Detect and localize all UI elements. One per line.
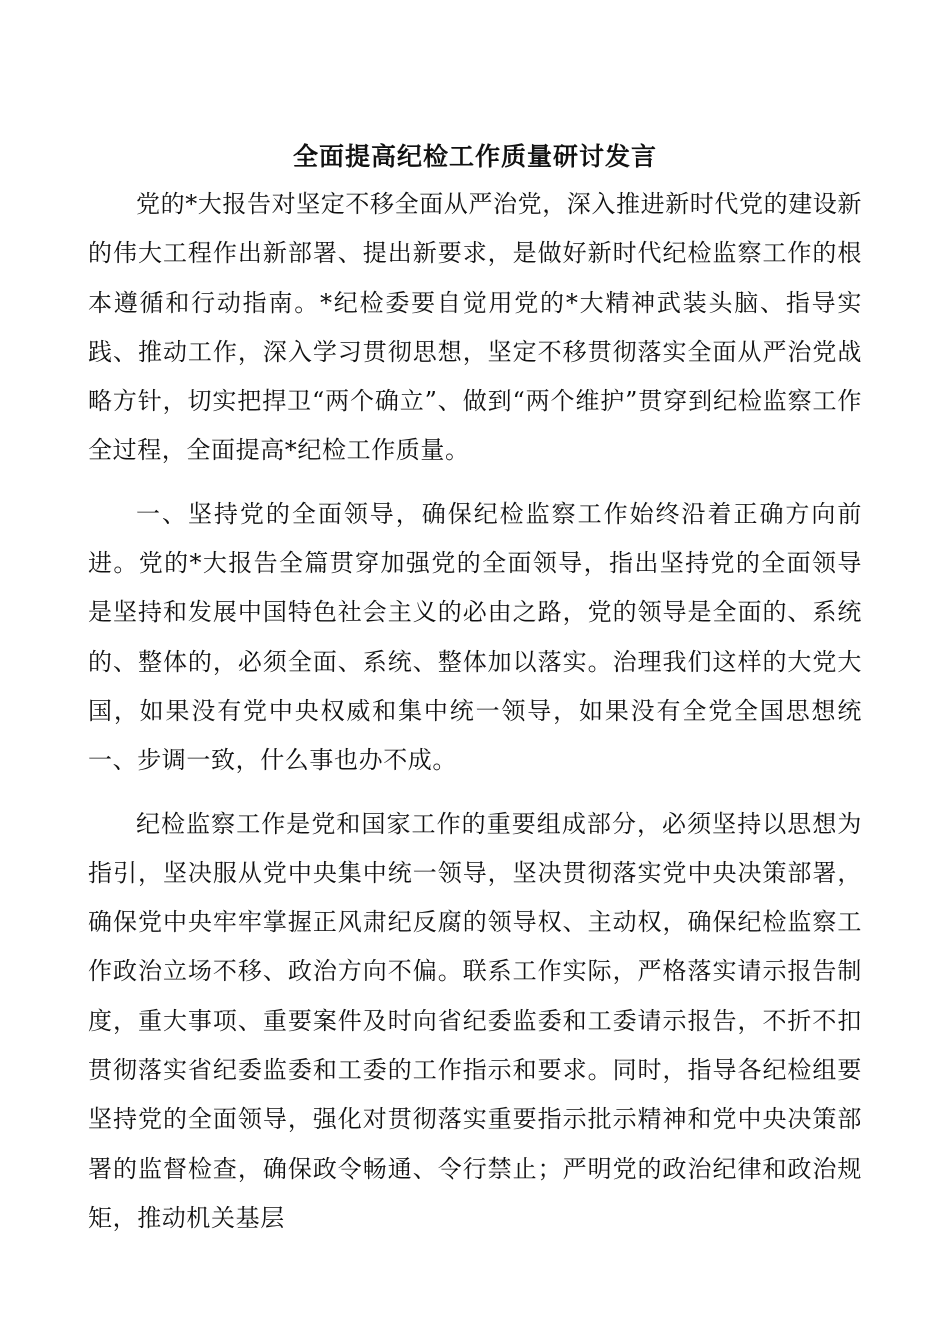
paragraph-discipline-work: 纪检监察工作是党和国家工作的重要组成部分，必须坚持以思想为指引，坚决服从党中央集中统一领导，坚决贯彻落实党中央决策部署，确保党中央牢牢掌握正风肃纪反腐的领导权、主动权，确保纪检监察工作政治立场不移、政治方向不偏。联系工作实际，严格落实请示报告制度，重大事项、重要案件及时向省纪委监委和工委请示报告，不折不扣贯彻落实省纪委监委和工委的工作指示和要求。同时，指导各纪检组要坚持党的全面领导，强化对贯彻落实重要指示批示精神和党中央决策部署的监督检查，确保政令畅通、令行禁止；严明党的政治纪律和政治规矩，推动机关基层 xyxy=(88,809,862,1232)
document-page xyxy=(88,138,862,1257)
document-title: 全面提高纪检工作质量研讨发言 xyxy=(292,142,657,171)
paragraph-section-one: 一、坚持党的全面领导，确保纪检监察工作始终沿着正确方向前进。党的*大报告全篇贯穿加强党的全面领导，指出坚持党的全面领导是坚持和发展中国特色社会主义的必由之路，党的领导是全面的、系统的、整体的，必须全面、系统、整体加以落实。治理我们这样的大党大国，如果没有党中央权威和集中统一领导，如果没有全党全国思想统一、步调一致，什么事也办不成。 xyxy=(88,499,862,775)
paragraph-intro: 党的*大报告对坚定不移全面从严治党，深入推进新时代党的建设新的伟大工程作出新部署、提出新要求，是做好新时代纪检监察工作的根本遵循和行动指南。*纪检委要自觉用党的*大精神武装头脑、指导实践、推动工作，深入学习贯彻思想，坚定不移贯彻落实全面从严治党战略方针，切实把捍卫“两个确立”、做到“两个维护”贯穿到纪检监察工作全过程，全面提高*纪检工作质量。 xyxy=(88,190,862,465)
